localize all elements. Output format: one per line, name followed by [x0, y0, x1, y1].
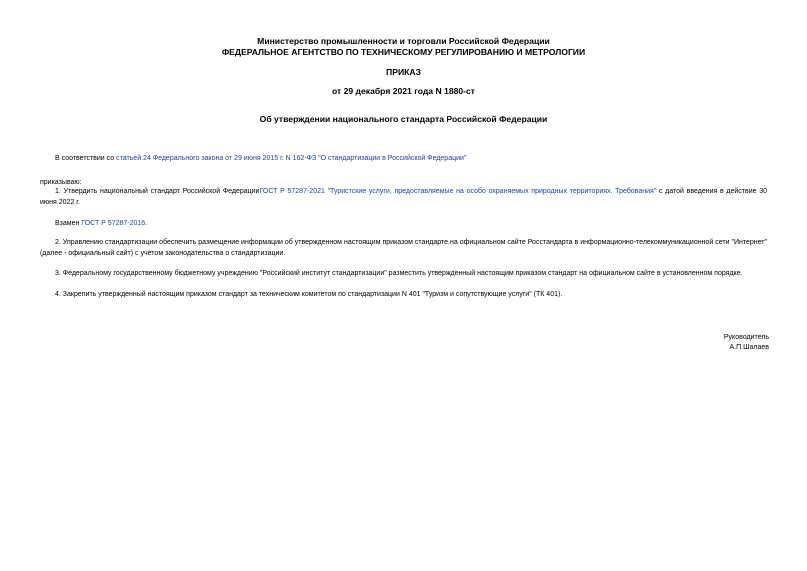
- item-3-paragraph: 3. Федеральному государственному бюджетному учреждению "Российский институт стандартизации" разместить утвержденный настоящим приказом стандарт на официальном сайте в установленном порядке.: [55, 270, 743, 277]
- item-4-paragraph: 4. Закрепить утвержденный настоящим приказом стандарт за техническим комитетом по стандартизации N 401 "Туризм и сопутствующие услуги" (ТК 401).: [55, 291, 563, 298]
- replaces-prefix: Взамен: [55, 220, 82, 227]
- gost-2016-link[interactable]: ГОСТ Р 57287-2016: [81, 220, 146, 227]
- replaces-paragraph: [40, 219, 767, 230]
- document-subject: Об утверждении национального стандарта Российской Федерации: [259, 114, 548, 124]
- gost-2021-link[interactable]: ГОСТ Р 57287-2021 "Туристские услуги, предоставляемые на особо охраняемых природных территориях. Требования": [259, 188, 657, 195]
- document-type: ПРИКАЗ: [386, 67, 421, 77]
- preamble-paragraph: [40, 154, 767, 165]
- agency-name: ФЕДЕРАЛЬНОЕ АГЕНТСТВО ПО ТЕХНИЧЕСКОМУ РЕГУЛИРОВАНИЮ И МЕТРОЛОГИИ: [221, 47, 586, 57]
- replaces-suffix: .: [145, 220, 148, 227]
- order-word: приказываю:: [40, 179, 82, 186]
- item-1-suffix: с датой введения в действие 30 июня 2022 г.: [40, 188, 768, 206]
- federal-law-link[interactable]: статьей 24 Федерального закона от 29 июня 2015 г. N 162-ФЗ "О стандартизации в Российской Федерации": [116, 155, 467, 162]
- item-2-paragraph: 2. Управлению стандартизации обеспечить размещение информации об утвержденном настоящим приказом стандарте на официальном сайте Росстандарта в информационно-телекоммуникационной сети "Интернет" (далее - официальный сайт) с учетом законодательства о стандартизации.: [40, 239, 767, 257]
- signature-name: А.П.Шалаев: [729, 344, 769, 351]
- document-date-number: от 29 декабря 2021 года N 1880-ст: [331, 86, 476, 96]
- item-1-prefix: 1. Утвердить национальный стандарт Российской Федерации: [55, 188, 260, 195]
- signature-title: Руководитель: [723, 334, 769, 341]
- preamble-prefix: В соответствии со: [55, 155, 117, 162]
- item-1-paragraph: [40, 187, 767, 208]
- ministry-name: Министерство промышленности и торговли Российской Федерации: [257, 36, 550, 46]
